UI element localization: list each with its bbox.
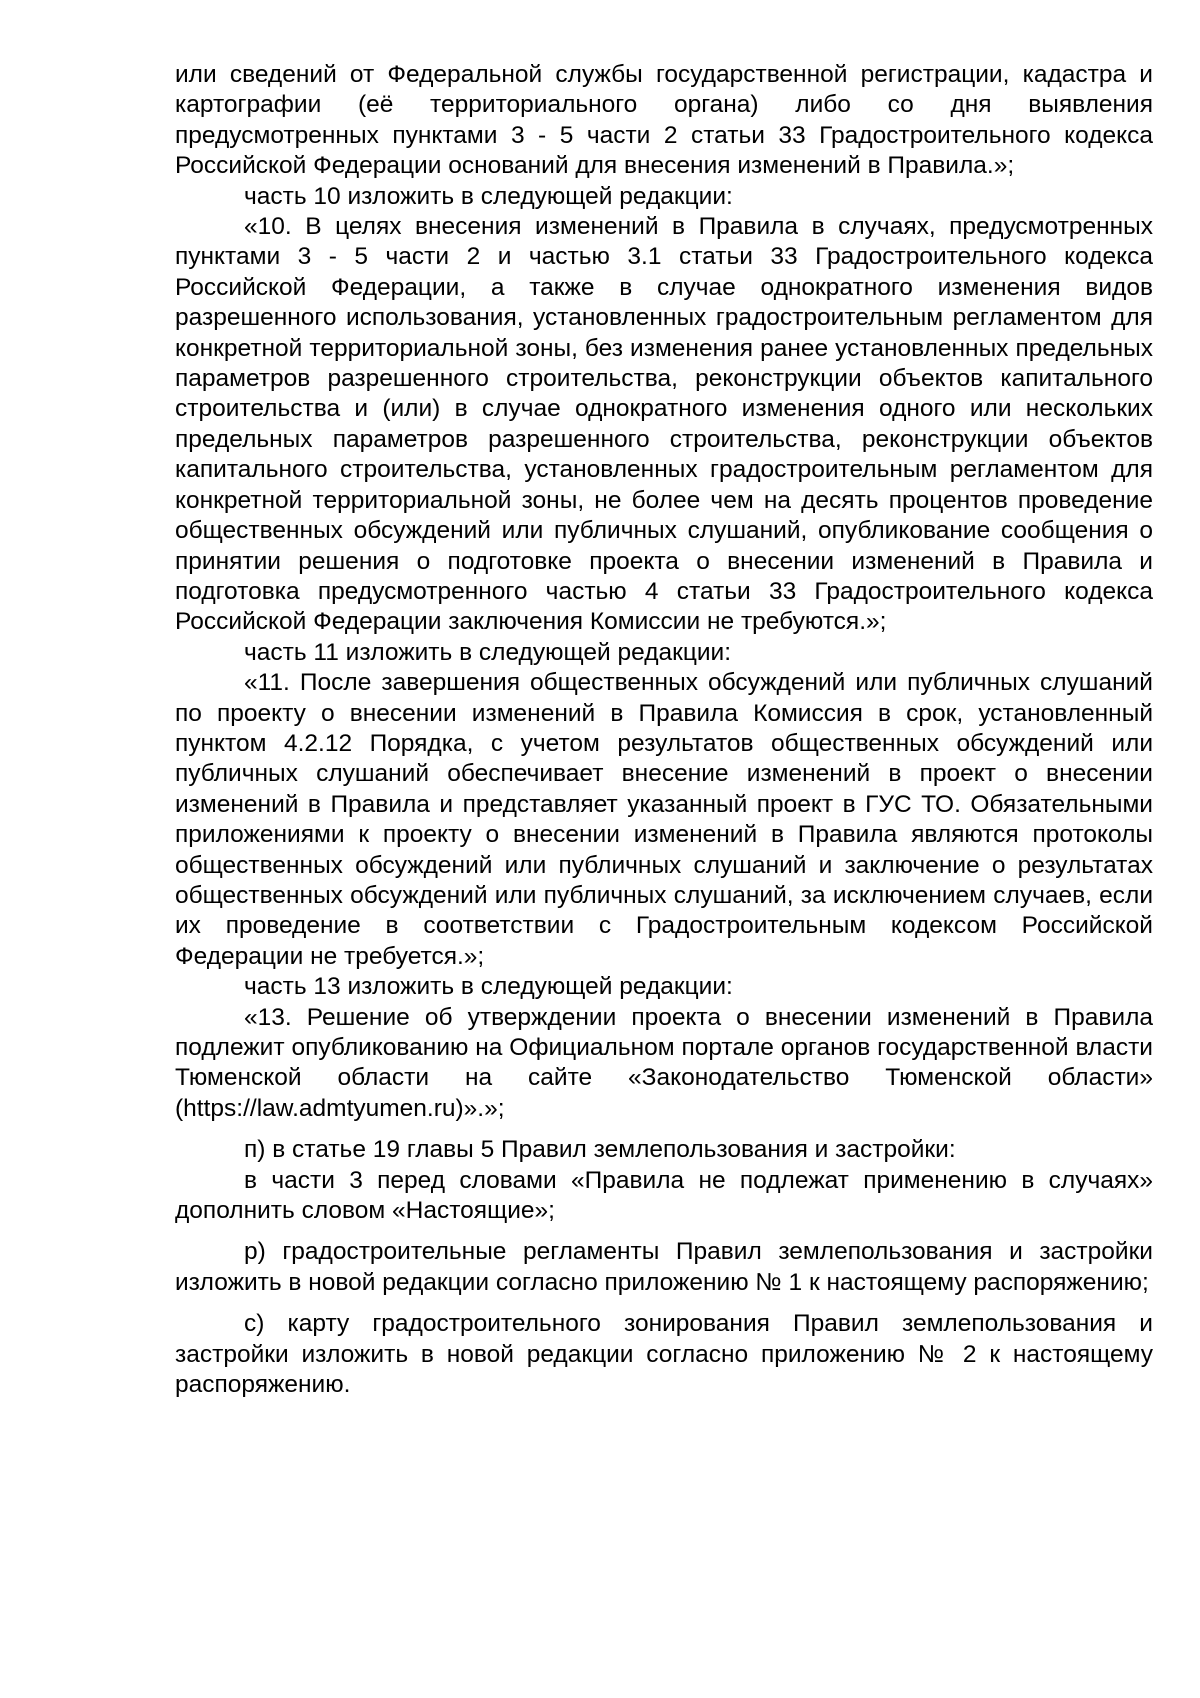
paragraph-item-p-text: в части 3 перед словами «Правила не подлежат применению в случаях» дополнить словом «Настоящие»;	[175, 1166, 1153, 1225]
paragraph-item-p: п) в статье 19 главы 5 Правил землепользования и застройки:	[244, 1136, 956, 1164]
paragraph-part-11-text: «11. После завершения общественных обсуждений или публичных слушаний по проекту о внесении изменений в Правила Комиссия в срок, установленный пунктом 4.2.12 Порядка, с учетом результатов общественных обсуждений или публичных слушаний обеспечивает внесение изменений в проект о внесении изменений в Правила и представляет указанный проект в ГУС ТО. Обязательными приложениями к проекту о внесении изменений в Правила являются протоколы общественных обсуждений или публичных слушаний и заключение о результатах общественных обсуждений или публичных слушаний, за исключением случаев, если их проведение в соответствии с Градостроительным кодексом Российской Федерации не требуется.»;	[175, 669, 1153, 970]
paragraph-item-r: р) градостроительные регламенты Правил землепользования и застройки изложить в новой редакции согласно приложению № 1 к настоящему распоряжению;	[175, 1238, 1153, 1296]
paragraph-continuation: или сведений от Федеральной службы государственной регистрации, кадастра и картографии (её территориального органа) либо со дня выявления предусмотренных пунктами 3 - 5 части 2 статьи 33 Градостроительного кодекса Российской Федерации оснований для внесения изменений в Правила.»;	[175, 61, 1153, 180]
paragraph-part-13-text: «13. Решение об утверждении проекта о внесении изменений в Правила подлежит опубликованию на Официальном портале органов государственной власти Тюменской области на сайте «Законодательство Тюменской области» (https://law.admtyumen.ru)».»;	[175, 1003, 1153, 1122]
paragraph-item-s: с) карту градостроительного зонирования Правил землепользования и застройки изложить в новой редакции согласно приложению № 2 к настоящему распоряжению.	[175, 1310, 1153, 1399]
paragraph-part-13-intro: часть 13 изложить в следующей редакции:	[244, 973, 733, 1001]
paragraph-part-10-text: «10. В целях внесения изменений в Правила в случаях, предусмотренных пунктами 3 - 5 части 2 и частью 3.1 статьи 33 Градостроительного кодекса Российской Федерации, а также в случае однократного изменения видов разрешенного использования, установленных градостроительным регламентом для конкретной территориальной зоны, без изменения ранее установленных предельных параметров разрешенного строительства, реконструкции объектов капитального строительства и (или) в случае однократного изменения одного или нескольких предельных параметров разрешенного строительства, реконструкции объектов капитального строительства, установленных градостроительным регламентом для конкретной территориальной зоны, не более чем на десять процентов проведение общественных обсуждений или публичных слушаний, опубликование сообщения о принятии решения о подготовке проекта о внесении изменений в Правила и подготовка предусмотренного частью 4 статьи 33 Градостроительного кодекса Российской Федерации заключения Комиссии не требуются.»;	[175, 213, 1153, 636]
paragraph-part-11-intro: часть 11 изложить в следующей редакции:	[244, 638, 732, 666]
paragraph-part-10-intro: часть 10 изложить в следующей редакции:	[244, 182, 733, 210]
document-body	[175, 60, 1153, 1400]
